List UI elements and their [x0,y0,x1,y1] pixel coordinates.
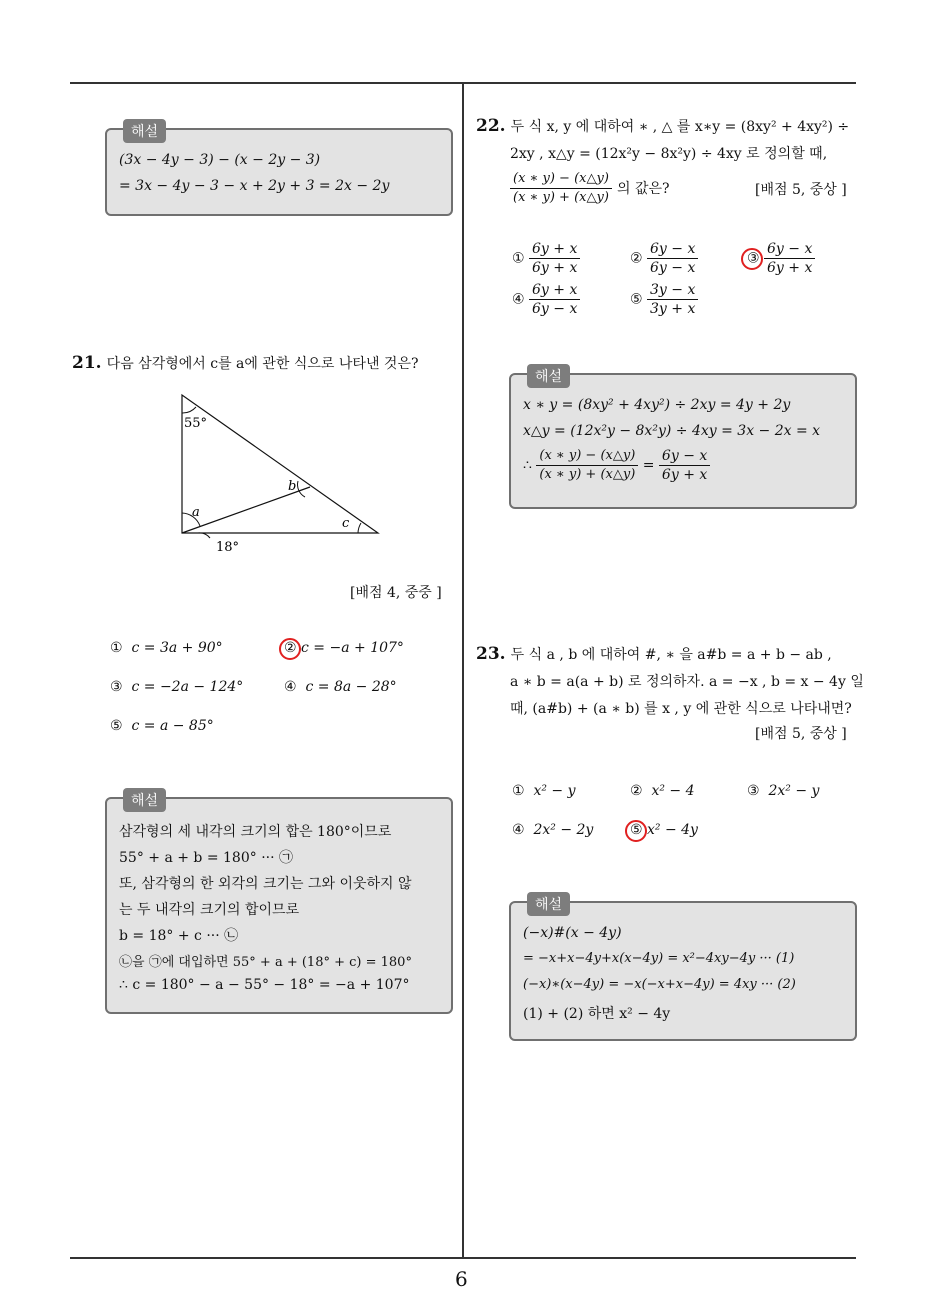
solution-tag: 해설 [123,119,166,143]
label-b: b [288,479,297,494]
bottom-rule [70,1257,856,1259]
solution-line: (1) + (2) 하면 x² − 4y [523,1006,671,1022]
q23-choice-1[interactable]: ① x² − y [512,783,576,799]
q22-solution-box [509,369,857,509]
solution-line: 삼각형의 세 내각의 크기의 합은 180°이므로 [119,824,392,840]
q22-choice-4[interactable]: ④ $\frac{6y + x}{6y - x}$ [512,281,580,318]
solution-line: 는 두 내각의 크기의 합이므로 [119,902,300,918]
q23-choice-2[interactable]: ② x² − 4 [630,783,695,799]
q23-question [476,642,864,723]
q22-difficulty: [배점 5, 중상 ] [755,182,847,198]
solution-tag: 해설 [527,892,570,916]
label-55: 55° [184,416,208,431]
solution-line: 55° + a + b = 180° ··· ㉠ [119,850,293,866]
answer-mark [625,820,647,842]
q23-choice-4[interactable]: ④ 2x² − 2y [512,822,594,838]
label-a: a [192,505,200,520]
column-divider [462,83,464,1258]
q23-difficulty: [배점 5, 중상 ] [755,726,847,742]
q22-choice-1[interactable]: ① $\frac{6y + x}{6y + x}$ [512,240,580,277]
angle-arc-c [358,523,361,533]
q21-choice-1[interactable]: ① c = 3a + 90° [110,640,223,656]
question-text: 두 식 a , b 에 대하여 #, ∗ 을 a#b = a + b − ab , [510,647,832,663]
solution-line: = 3x − 4y − 3 − x + 2y + 3 = 2x − 2y [119,178,390,194]
question-text: 다음 삼각형에서 c를 a에 관한 식으로 나타낸 것은? [106,356,419,372]
q22-choice-3[interactable]: ③ $\frac{6y - x}{6y + x}$ [747,240,815,277]
q21-choice-5[interactable]: ⑤ c = a − 85° [110,718,214,734]
q22-question: 22. 두 식 x, y 에 대하여 ∗ , △ 를 x∗y = (8xy² + 4xy²) ÷ 2xy , x△y = (12x²y − 8x²y) ÷ 4xy 로 정의할 때, $\frac{(x ∗ y) - (x\triangle y)}{(x ∗ y) + (x\triangle y)}$ 의 값은? [476,114,856,207]
solution-line: (−x)#(x − 4y) [523,925,622,941]
page-number: 6 [455,1267,468,1291]
solution-line: x△y = (12x²y − 8x²y) ÷ 4xy = 3x − 2x = x [523,423,821,439]
q23-choice-3[interactable]: ③ 2x² − y [747,783,820,799]
q21-question [72,351,418,378]
solution-line: b = 18° + c ··· ㉡ [119,928,239,944]
question-text: 두 식 x, y 에 대하여 ∗ , △ 를 x∗y = (8xy² + 4xy²) ÷ [510,119,850,135]
answer-mark [741,248,763,270]
solution-line: ∴ $\frac{(x ∗ y) - (x\triangle y)}{(x ∗ y) + (x\triangle y)}$ = $\frac{6y - x}{6y + x}$ [523,447,710,484]
solution-line: 또, 삼각형의 한 외각의 크기는 그와 이웃하지 않 [119,876,412,892]
label-c: c [342,516,350,531]
q20-solution-box [105,124,453,216]
angle-arc-bottom [198,533,210,538]
solution-line: x ∗ y = (8xy² + 4xy²) ÷ 2xy = 4y + 2y [523,397,791,413]
triangle-figure [160,385,400,565]
solution-tag: 해설 [123,788,166,812]
solution-tag: 해설 [527,364,570,388]
answer-mark [279,638,301,660]
question-text: a ∗ b = a(a + b) 로 정의하자. a = −x , b = x − 4y 일 [510,674,864,690]
question-number: 23. [476,644,506,664]
question-text: 때, (a#b) + (a ∗ b) 를 x , y 에 관한 식으로 나타내면? [510,701,852,717]
solution-line: ∴ c = 180° − a − 55° − 18° = −a + 107° [119,977,410,993]
question-number: 21. [72,353,102,373]
q23-choice-5[interactable]: ⑤ x² − 4y [630,822,698,838]
solution-line: = −x+x−4y+x(x−4y) = x²−4xy−4y ··· (1) [523,951,795,966]
q22-choice-2[interactable]: ② $\frac{6y - x}{6y - x}$ [630,240,698,277]
q21-solution-box [105,793,453,1014]
question-text: 2xy , x△y = (12x²y − 8x²y) ÷ 4xy 로 정의할 때, [510,146,828,162]
q21-choice-4[interactable]: ④ c = 8a − 28° [284,679,397,695]
angle-arc-top [182,407,196,413]
triangle-outline [182,395,378,533]
q21-difficulty: [배점 4, 중중 ] [350,585,442,601]
solution-line: (−x)∗(x−4y) = −x(−x+x−4y) = 4xy ··· (2) [523,977,796,992]
q22-choice-5[interactable]: ⑤ $\frac{3y - x}{3y + x}$ [630,281,698,318]
question-number: 22. [476,116,506,136]
q21-choice-3[interactable]: ③ c = −2a − 124° [110,679,244,695]
q23-solution-box [509,897,857,1041]
solution-line: (3x − 4y − 3) − (x − 2y − 3) [119,152,321,168]
q21-choice-2[interactable]: ② c = −a + 107° [284,640,404,656]
solution-line: ㉡을 ㉠에 대입하면 55° + a + (18° + c) = 180° [119,955,412,970]
label-18: 18° [216,540,240,555]
